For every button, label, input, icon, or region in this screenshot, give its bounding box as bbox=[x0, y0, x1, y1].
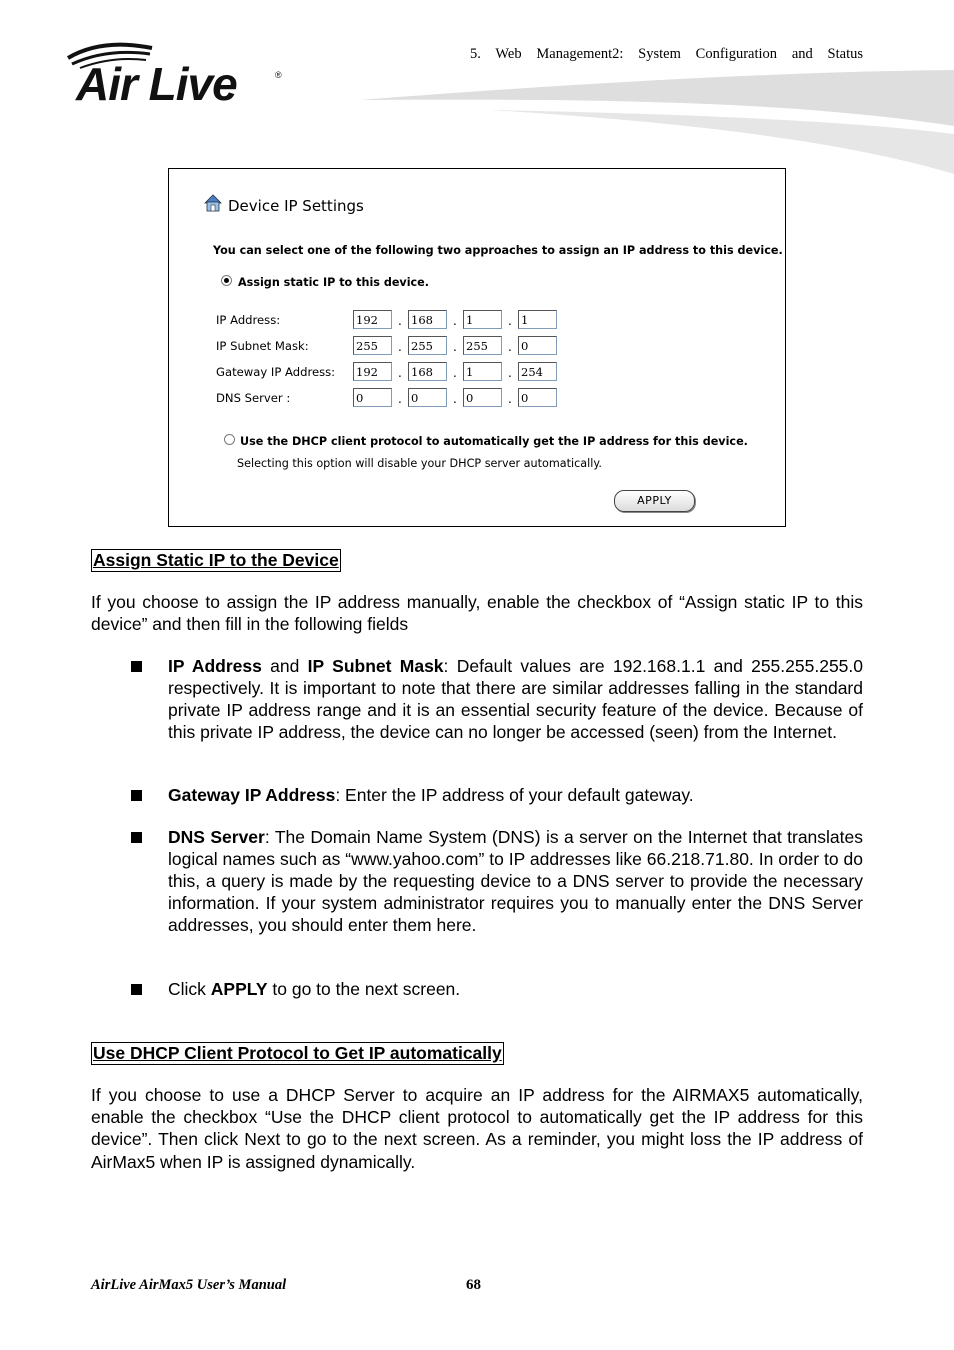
ip-address-octet-3[interactable]: 1 bbox=[463, 310, 502, 329]
panel-intro: You can select one of the following two approaches to assign an IP address to this device. bbox=[213, 244, 783, 257]
device-ip-settings-panel: Device IP Settings You can select one of the following two approaches to assign an IP address to this device. Assign static IP to this device. IP Address: IP Subnet Mask: Gateway IP Address: DNS Server : 192 . 168 . 1 . 1 255 . 255 . 255 . 0 192 . 168 . 1 . 254 0 . 0 . 0 . 0 Use the DHCP client protocol to automatically get the IP address for this device. Selecting this option will disable your DHCP server automatically. APPLY bbox=[168, 168, 786, 527]
bullet-apply: Click APPLY to go to the next screen. bbox=[168, 979, 461, 999]
subnet-mask-octet-4[interactable]: 0 bbox=[518, 336, 557, 355]
bullet-square-icon bbox=[131, 790, 142, 801]
bullet-square-icon bbox=[131, 661, 142, 672]
dns-octet-1[interactable]: 0 bbox=[353, 388, 392, 407]
bullet-square-icon bbox=[131, 832, 142, 843]
ip-address-octet-1[interactable]: 192 bbox=[353, 310, 392, 329]
field-label-ip-address: IP Address: bbox=[216, 313, 281, 327]
dhcp-heading: Use DHCP Client Protocol to Get IP automatically bbox=[93, 1043, 502, 1063]
dns-octet-2[interactable]: 0 bbox=[408, 388, 447, 407]
field-label-subnet-mask: IP Subnet Mask: bbox=[216, 339, 309, 353]
apply-button[interactable]: APPLY bbox=[614, 490, 695, 512]
svg-text:®: ® bbox=[275, 70, 282, 80]
panel-title: Device IP Settings bbox=[228, 197, 364, 215]
subnet-mask-octet-3[interactable]: 255 bbox=[463, 336, 502, 355]
chapter-heading: 5. Web Management2: System Configuration and Status bbox=[470, 46, 863, 62]
bullet-ip-subnet: IP Address and IP Subnet Mask: Default values are 192.168.1.1 and 255.255.255.0 respectively. It is important to note that there are similar addresses falling in the standard private IP address range and it is an essential security feature of the device. Because of this private IP address, the device can no longer be accessed (seen) from the Internet. bbox=[168, 656, 863, 742]
gateway-octet-4[interactable]: 254 bbox=[518, 362, 557, 381]
footer-manual-title: AirLive AirMax5 User’s Manual bbox=[91, 1277, 287, 1293]
gateway-octet-1[interactable]: 192 bbox=[353, 362, 392, 381]
bullet-dns: DNS Server: The Domain Name System (DNS) is a server on the Internet that translates logical names such as “www.yahoo.com” to IP addresses like 66.218.71.80. In order to do this, a query is made by the requesting device to a DNS server to provide the necessary information. If your system administrator requires you to manually enter the DNS Server addresses, you should enter them here. bbox=[168, 827, 863, 935]
static-ip-heading: Assign Static IP to the Device bbox=[93, 550, 339, 570]
gateway-octet-3[interactable]: 1 bbox=[463, 362, 502, 381]
airlive-logo bbox=[62, 40, 292, 108]
static-ip-intro: If you choose to assign the IP address manually, enable the checkbox of “Assign static IP to this device” and then fill in the following fields bbox=[91, 592, 863, 635]
bullet-square-icon bbox=[131, 984, 142, 995]
ip-address-octet-4[interactable]: 1 bbox=[518, 310, 557, 329]
subnet-mask-octet-2[interactable]: 255 bbox=[408, 336, 447, 355]
dhcp-body: If you choose to use a DHCP Server to acquire an IP address for the AIRMAX5 automatically, enable the checkbox “Use the DHCP client protocol to automatically get the IP address for this device”. Then click Next to go to the next screen. As a reminder, you might loss the IP address of AirMax5 when IP is assigned dynamically. bbox=[91, 1085, 863, 1172]
page-number: 68 bbox=[466, 1277, 481, 1293]
dhcp-option-label: Use the DHCP client protocol to automatically get the IP address for this device. bbox=[240, 435, 748, 448]
subnet-mask-octet-1[interactable]: 255 bbox=[353, 336, 392, 355]
ip-address-octet-2[interactable]: 168 bbox=[408, 310, 447, 329]
field-label-dns-server: DNS Server : bbox=[216, 391, 291, 405]
home-icon bbox=[203, 193, 223, 213]
dhcp-note: Selecting this option will disable your DHCP server automatically. bbox=[237, 457, 602, 470]
bullet-gateway: Gateway IP Address: Enter the IP address of your default gateway. bbox=[168, 785, 694, 805]
static-ip-option-label: Assign static IP to this device. bbox=[238, 276, 430, 289]
static-ip-radio[interactable] bbox=[221, 275, 232, 286]
dns-octet-4[interactable]: 0 bbox=[518, 388, 557, 407]
field-label-gateway: Gateway IP Address: bbox=[216, 365, 336, 379]
header-swoosh bbox=[340, 64, 954, 176]
dhcp-radio[interactable] bbox=[224, 434, 235, 445]
gateway-octet-2[interactable]: 168 bbox=[408, 362, 447, 381]
dns-octet-3[interactable]: 0 bbox=[463, 388, 502, 407]
logo-text: Air Live bbox=[76, 58, 237, 108]
